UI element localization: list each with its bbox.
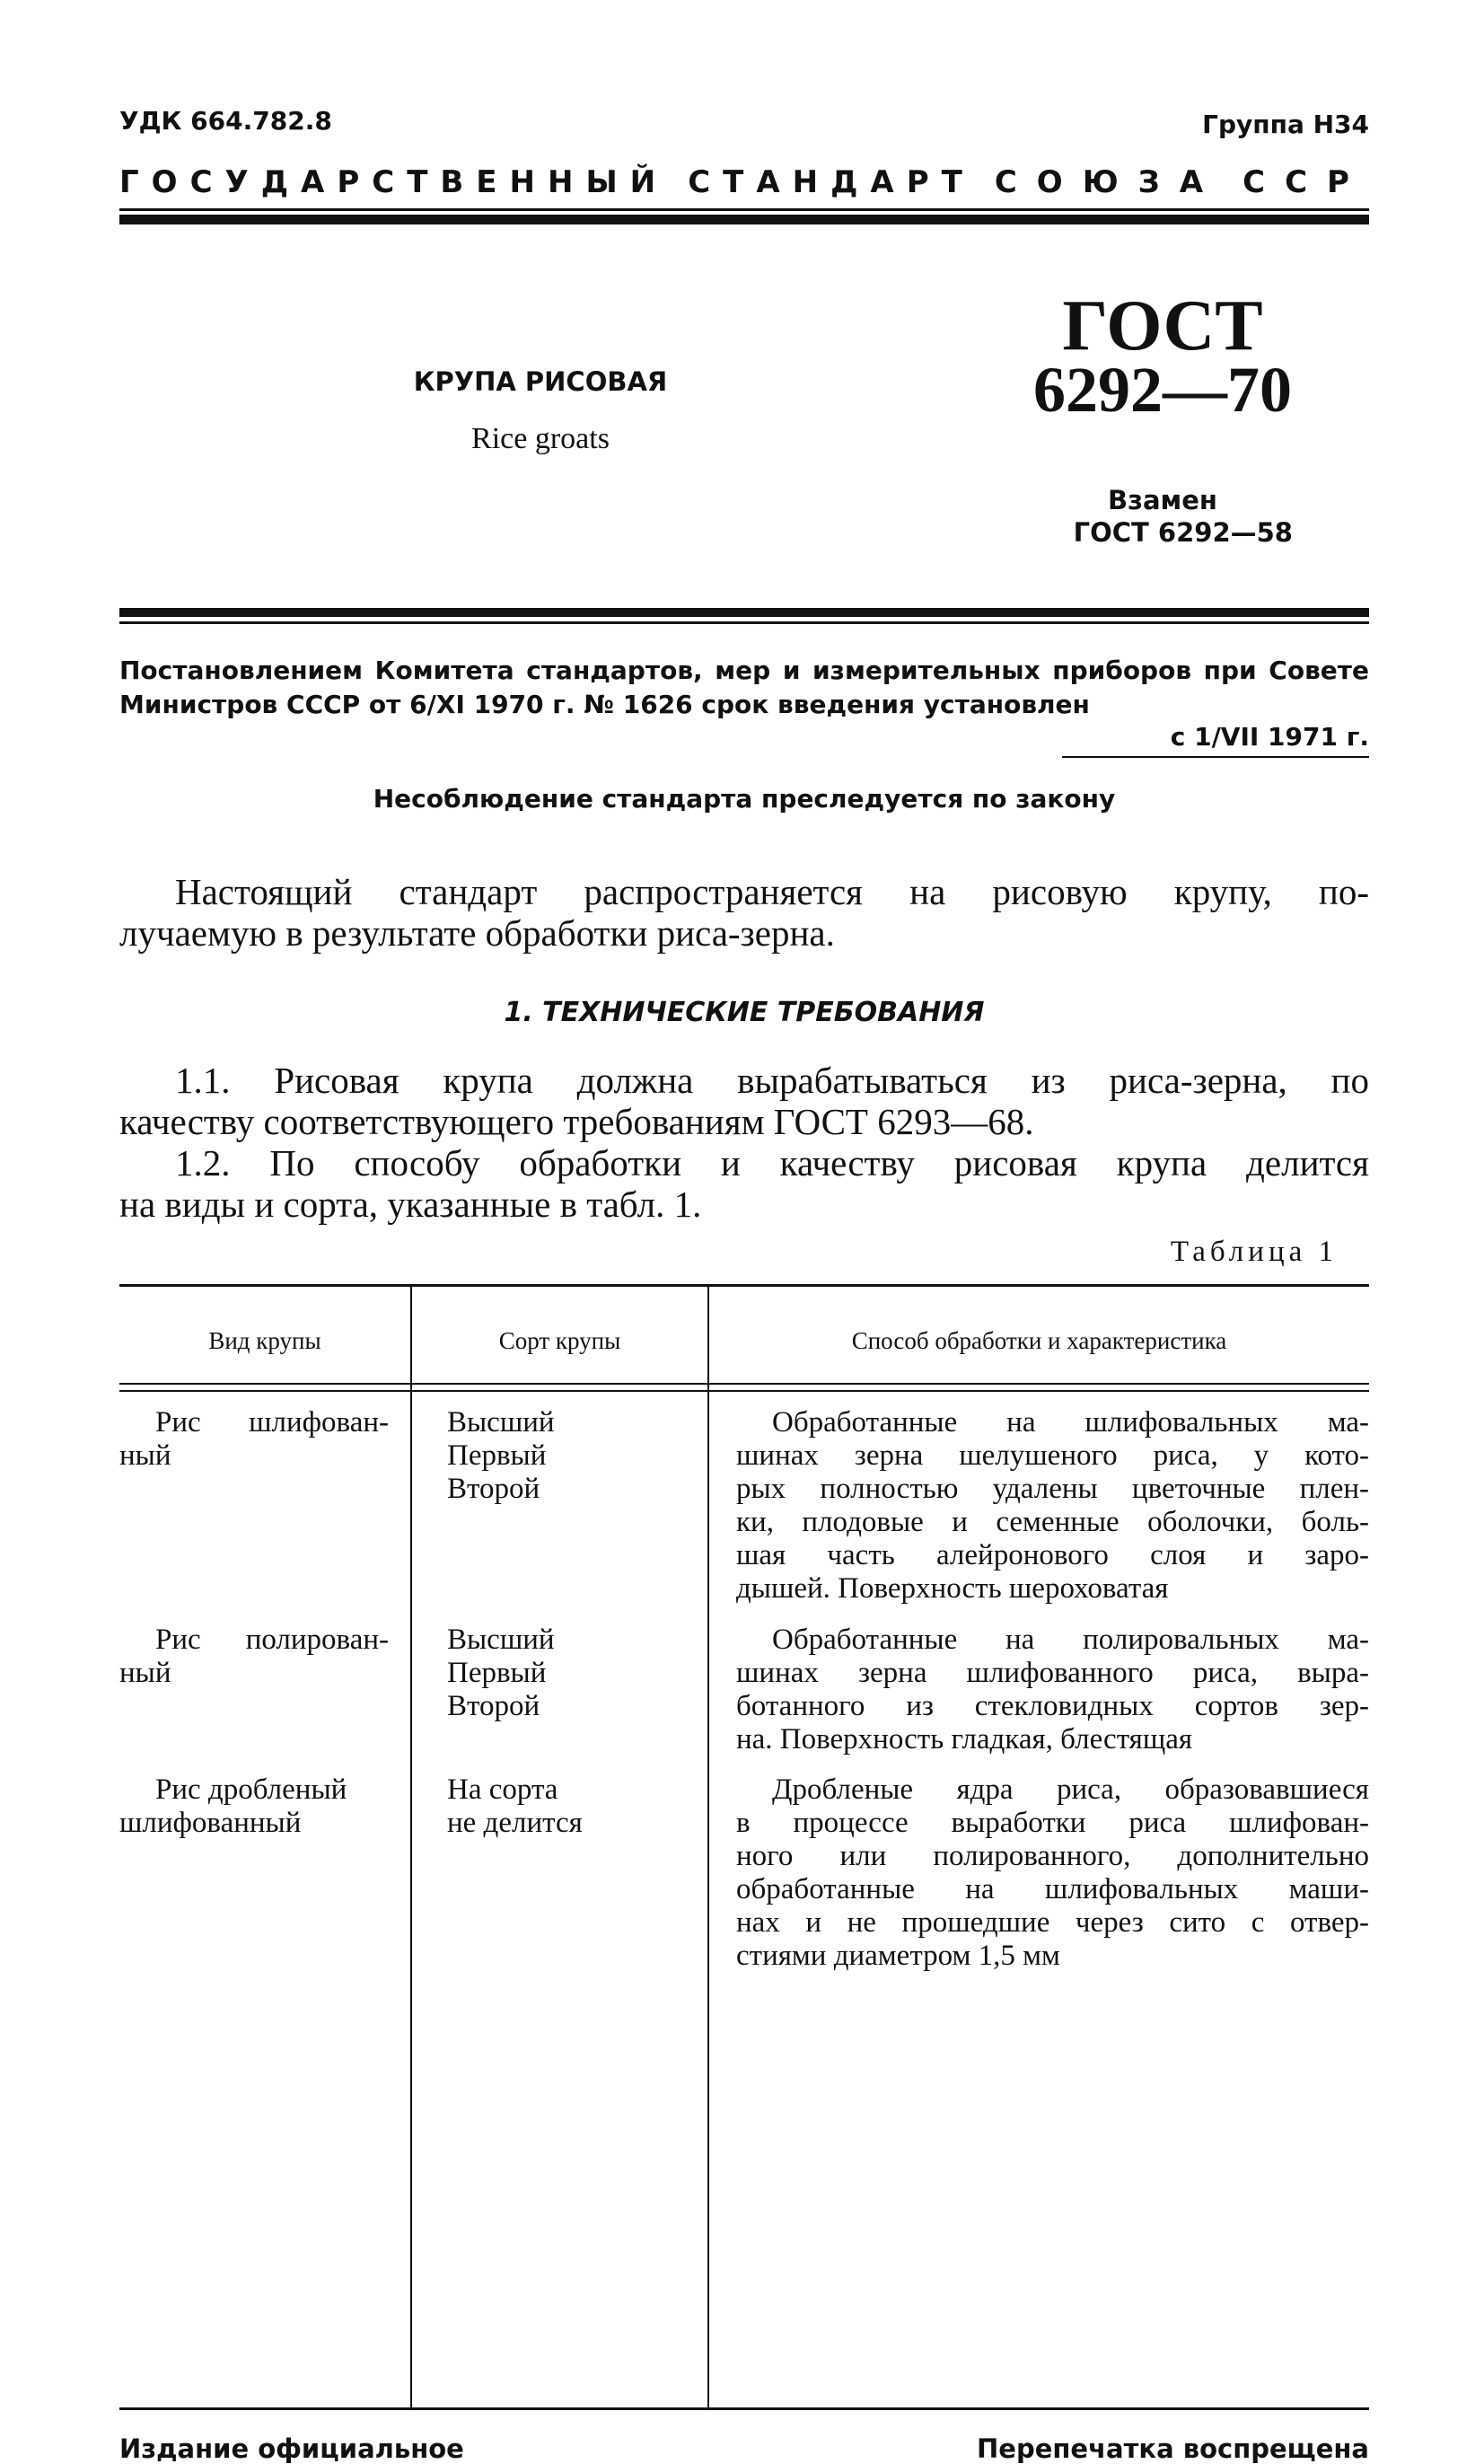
table-header-rule-2 <box>119 1390 1369 1392</box>
replaces-value: ГОСТ 6292—58 <box>1073 517 1293 548</box>
kind-line: Рис полирован- <box>155 1624 389 1656</box>
official-edition-note: Издание официальное <box>119 2433 464 2464</box>
table-header-rule-1 <box>119 1383 1369 1385</box>
clause-1-1-line-1: 1.1. Рисовая крупа должна вырабатываться из риса-зерна, по <box>175 1060 1369 1101</box>
desc-line: нах и не прошедшие через сито с отвер- <box>736 1906 1369 1939</box>
table-row-2-grades <box>447 1624 698 1723</box>
udk-code: УДК 664.782.8 <box>119 106 332 136</box>
gost-label: ГОСТ <box>1062 286 1263 365</box>
desc-line: на. Поверхность гладкая, блестящая <box>736 1723 1193 1756</box>
desc-line: Обработанные на полировальных ма- <box>772 1624 1369 1656</box>
clause-1-1-line-2: качеству соответствующего требованиям ГОСТ 6293—68. <box>119 1101 1034 1142</box>
banner-word-2: СТАНДАРТ <box>688 164 975 200</box>
desc-line: дышей. Поверхность шероховатая <box>736 1572 1169 1605</box>
table-header-grade: Сорт крупы <box>498 1327 621 1354</box>
desc-line: обработанные на шлифовальных маши- <box>736 1873 1369 1905</box>
kind-line: Рис шлифован- <box>155 1406 389 1439</box>
banner-word-1: ГОСУДАРСТВЕННЫЙ <box>119 164 669 200</box>
table-row-3-grades <box>447 1773 698 1840</box>
kind-line: Рис дробленый <box>155 1773 347 1806</box>
table-column-divider-1 <box>410 1287 412 2407</box>
table-row-3-description <box>736 1773 1369 1973</box>
table-header-method: Способ обработки и характеристика <box>851 1327 1227 1354</box>
group-code: Группа Н34 <box>1202 110 1369 139</box>
table-column-divider-2 <box>707 1287 709 2407</box>
clause-1-2-line-1: 1.2. По способу обработки и качеству рисовая крупа делится <box>175 1142 1369 1184</box>
table-row-1-kind <box>119 1406 389 1473</box>
decree-text: Постановлением Комитета стандартов, мер и измерительных приборов при Совете Министров СССР от 6/XI 1970 г. № 1626 срок введения установлен <box>119 656 1369 719</box>
reprint-prohibited-note: Перепечатка воспрещена <box>977 2433 1369 2464</box>
grade-item: Второй <box>447 1473 540 1505</box>
table-top-rule <box>119 1284 1369 1287</box>
grade-item: Первый <box>447 1657 547 1689</box>
grade-item: Высший <box>447 1406 555 1439</box>
grade-item: Второй <box>447 1690 540 1722</box>
table-label: Таблица 1 <box>1170 1236 1338 1268</box>
banner-word-3: СОЮЗА <box>994 164 1224 200</box>
desc-line: ки, плодовые и семенные оболочки, боль- <box>736 1506 1369 1538</box>
table-header-kind: Вид крупы <box>208 1327 321 1354</box>
title-russian: КРУПА РИСОВАЯ <box>413 366 668 397</box>
table-row-2-kind <box>119 1624 389 1690</box>
desc-line: стиями диаметром 1,5 мм <box>736 1940 1060 1972</box>
desc-line: шинах зерна шелушеного риса, у кото- <box>736 1439 1369 1472</box>
section-title: 1. ТЕХНИЧЕСКИЕ ТРЕБОВАНИЯ <box>504 997 985 1028</box>
decree-date: с 1/VII 1971 г. <box>1170 722 1369 752</box>
title-english: Rice groats <box>471 422 610 455</box>
grade-item: Первый <box>447 1439 547 1472</box>
banner-word-4: ССР <box>1243 164 1369 200</box>
title-rule-thick <box>119 608 1369 617</box>
footer-rule <box>119 2407 1369 2410</box>
kind-line: ный <box>119 1657 171 1689</box>
desc-line: шинах зерна шлифованного риса, выра- <box>736 1657 1369 1689</box>
header-rule-thin <box>119 208 1369 211</box>
desc-line: ного или полированного, дополнительно <box>736 1840 1369 1872</box>
decree-date-underline <box>1062 756 1369 758</box>
grade-item: Высший <box>447 1624 555 1656</box>
gost-number: 6292—70 <box>1033 354 1292 426</box>
legal-warning: Несоблюдение стандарта преследуется по закону <box>373 784 1116 814</box>
kind-line: ный <box>119 1439 171 1472</box>
desc-line: Обработанные на шлифовальных ма- <box>772 1406 1369 1439</box>
state-standard-banner <box>119 164 1369 200</box>
desc-line: шая часть алейронового слоя и заро- <box>736 1539 1369 1571</box>
desc-line: рых полностью удалены цветочные плен- <box>736 1473 1369 1505</box>
desc-line: ботанного из стекловидных сортов зер- <box>736 1690 1369 1722</box>
grade-item: На сорта <box>447 1773 558 1806</box>
kind-line: шлифованный <box>119 1807 302 1839</box>
desc-line: Дробленые ядра риса, образовавшиеся <box>772 1773 1369 1806</box>
table-row-3-kind <box>119 1773 389 1840</box>
table-row-1-description <box>736 1406 1369 1606</box>
title-rule-thin <box>119 621 1369 624</box>
grade-item: не делится <box>447 1807 583 1839</box>
desc-line: в процессе выработки риса шлифован- <box>736 1807 1369 1839</box>
intro-line-2: лучаемую в результате обработки риса-зерна. <box>119 912 835 954</box>
table-row-1-grades <box>447 1406 698 1506</box>
clause-1-2-line-2: на виды и сорта, указанные в табл. 1. <box>119 1184 702 1225</box>
replaces-label: Взамен <box>1108 485 1217 515</box>
table-row-2-description <box>736 1624 1369 1756</box>
intro-line-1: Настоящий стандарт распространяется на рисовую крупу, по- <box>175 871 1369 912</box>
header-rule-thick <box>119 215 1369 224</box>
